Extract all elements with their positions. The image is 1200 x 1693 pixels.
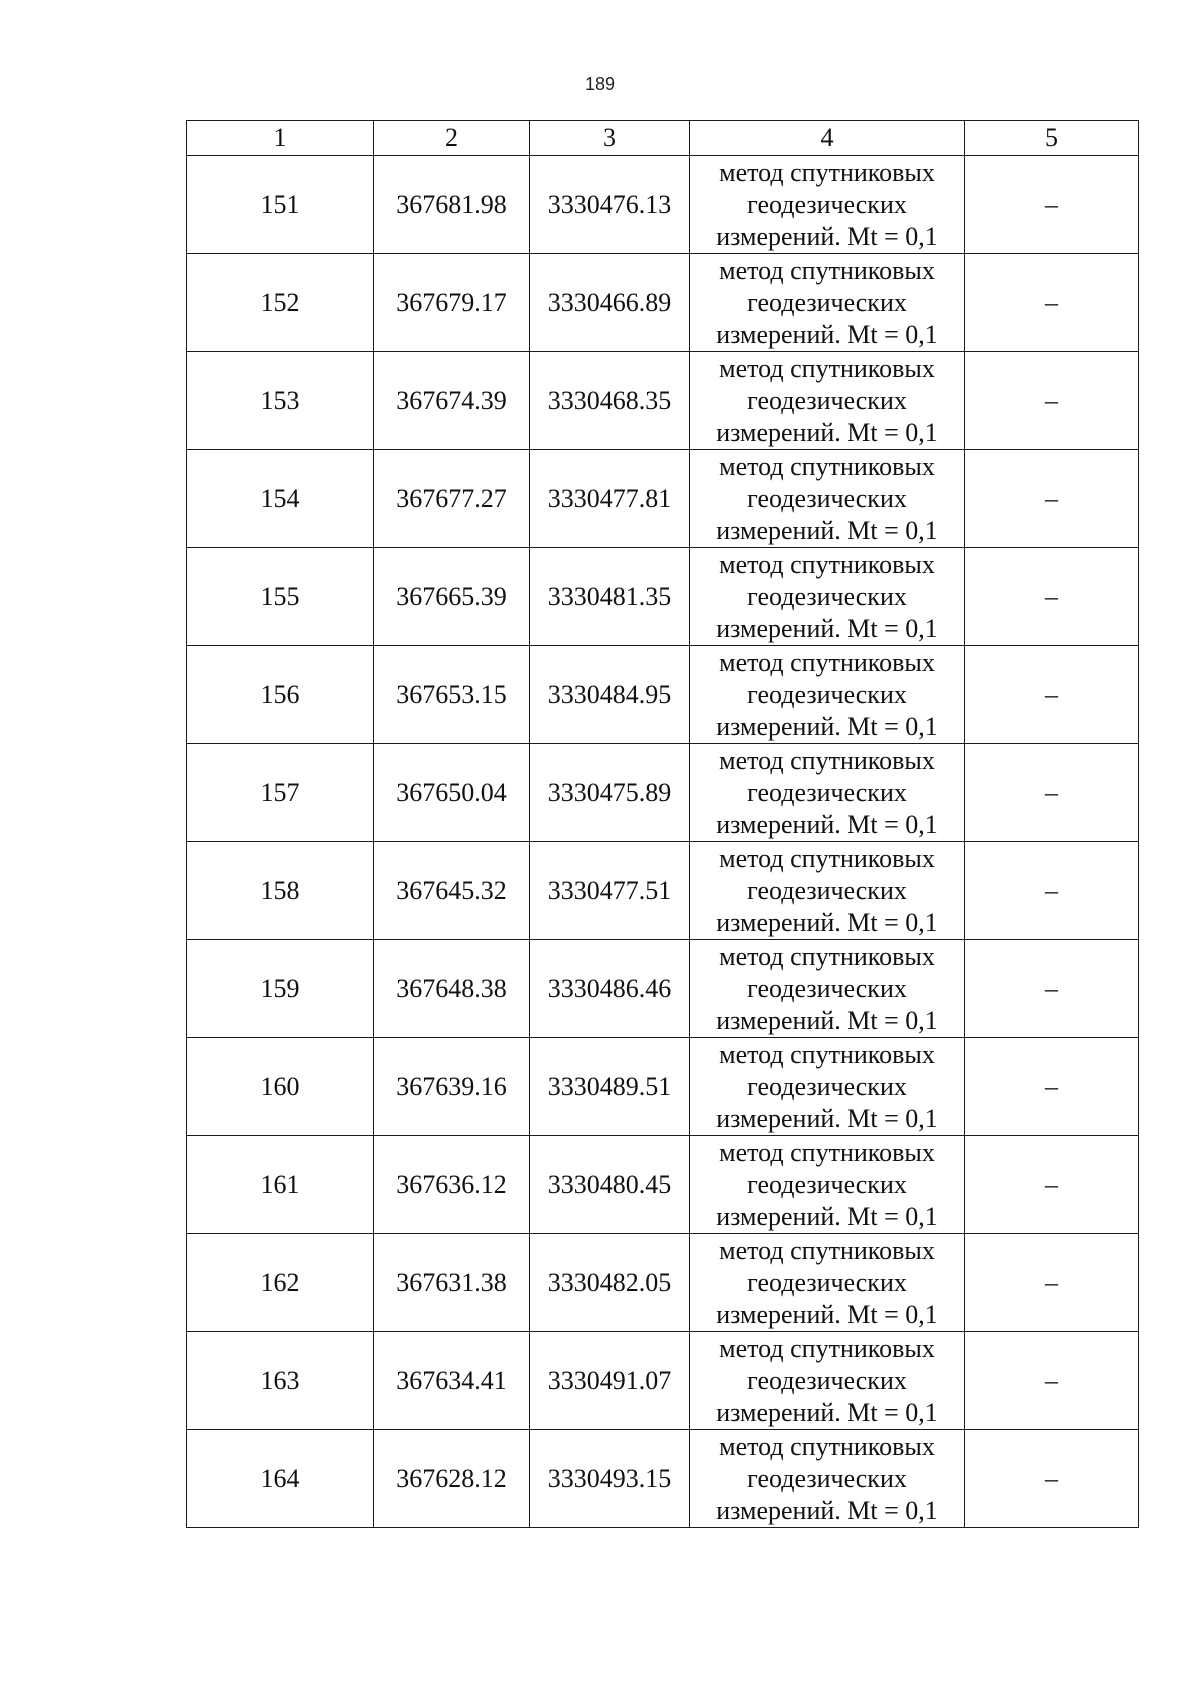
coordinates-table bbox=[186, 120, 1139, 1528]
method-text-line: геодезических bbox=[747, 1267, 907, 1297]
method-text-line: метод спутниковых bbox=[719, 1137, 935, 1167]
method-text-line: геодезических bbox=[747, 679, 907, 709]
method-cell bbox=[690, 646, 965, 744]
method-text-line: метод спутниковых bbox=[719, 451, 935, 481]
point-number-cell: 160 bbox=[187, 1038, 374, 1136]
x-coordinate-cell: 367679.17 bbox=[374, 254, 530, 352]
y-coordinate-cell: 3330480.45 bbox=[530, 1136, 690, 1234]
method-text-line: измерений. Mt = 0,1 bbox=[716, 907, 938, 937]
header-col-2: 2 bbox=[374, 121, 530, 156]
method-text-line: измерений. Mt = 0,1 bbox=[716, 1201, 938, 1231]
method-text-line: измерений. Mt = 0,1 bbox=[716, 319, 938, 349]
header-col-5: 5 bbox=[965, 121, 1139, 156]
x-coordinate-cell: 367653.15 bbox=[374, 646, 530, 744]
method-text-line: метод спутниковых bbox=[719, 255, 935, 285]
y-coordinate-cell: 3330491.07 bbox=[530, 1332, 690, 1430]
note-cell: – bbox=[965, 254, 1139, 352]
table-row bbox=[187, 1136, 1139, 1234]
x-coordinate-cell: 367677.27 bbox=[374, 450, 530, 548]
y-coordinate-cell: 3330477.51 bbox=[530, 842, 690, 940]
header-col-1: 1 bbox=[187, 121, 374, 156]
page-number: 189 bbox=[584, 74, 616, 94]
method-text-line: измерений. Mt = 0,1 bbox=[716, 1005, 938, 1035]
method-cell bbox=[690, 842, 965, 940]
method-text-line: геодезических bbox=[747, 581, 907, 611]
point-number-cell: 162 bbox=[187, 1234, 374, 1332]
method-cell bbox=[690, 940, 965, 1038]
method-text-line: геодезических bbox=[747, 287, 907, 317]
point-number-cell: 157 bbox=[187, 744, 374, 842]
method-text-line: метод спутниковых bbox=[719, 745, 935, 775]
method-text-line: измерений. Mt = 0,1 bbox=[716, 1397, 938, 1427]
y-coordinate-cell: 3330489.51 bbox=[530, 1038, 690, 1136]
point-number-cell: 155 bbox=[187, 548, 374, 646]
method-text-line: геодезических bbox=[747, 483, 907, 513]
method-text-line: метод спутниковых bbox=[719, 843, 935, 873]
table-row bbox=[187, 842, 1139, 940]
x-coordinate-cell: 367639.16 bbox=[374, 1038, 530, 1136]
table-row bbox=[187, 940, 1139, 1038]
table-row bbox=[187, 156, 1139, 254]
y-coordinate-cell: 3330477.81 bbox=[530, 450, 690, 548]
method-text-line: метод спутниковых bbox=[719, 157, 935, 187]
y-coordinate-cell: 3330468.35 bbox=[530, 352, 690, 450]
method-cell bbox=[690, 1430, 965, 1528]
x-coordinate-cell: 367631.38 bbox=[374, 1234, 530, 1332]
y-coordinate-cell: 3330476.13 bbox=[530, 156, 690, 254]
note-cell: – bbox=[965, 352, 1139, 450]
method-text-line: измерений. Mt = 0,1 bbox=[716, 515, 938, 545]
method-text-line: метод спутниковых bbox=[719, 353, 935, 383]
table-row bbox=[187, 1430, 1139, 1528]
note-cell: – bbox=[965, 1038, 1139, 1136]
point-number-cell: 158 bbox=[187, 842, 374, 940]
method-cell bbox=[690, 1136, 965, 1234]
note-cell: – bbox=[965, 744, 1139, 842]
method-text-line: метод спутниковых bbox=[719, 647, 935, 677]
point-number-cell: 154 bbox=[187, 450, 374, 548]
point-number-cell: 153 bbox=[187, 352, 374, 450]
y-coordinate-cell: 3330493.15 bbox=[530, 1430, 690, 1528]
table-header bbox=[187, 121, 1139, 156]
point-number-cell: 151 bbox=[187, 156, 374, 254]
table-row bbox=[187, 1234, 1139, 1332]
method-text-line: измерений. Mt = 0,1 bbox=[716, 809, 938, 839]
y-coordinate-cell: 3330475.89 bbox=[530, 744, 690, 842]
method-text-line: измерений. Mt = 0,1 bbox=[716, 221, 938, 251]
method-text-line: метод спутниковых bbox=[719, 941, 935, 971]
method-text-line: геодезических bbox=[747, 875, 907, 905]
method-text-line: геодезических bbox=[747, 1071, 907, 1101]
x-coordinate-cell: 367634.41 bbox=[374, 1332, 530, 1430]
method-text-line: метод спутниковых bbox=[719, 1235, 935, 1265]
method-text-line: метод спутниковых bbox=[719, 1333, 935, 1363]
point-number-cell: 159 bbox=[187, 940, 374, 1038]
table-row bbox=[187, 744, 1139, 842]
note-cell: – bbox=[965, 1332, 1139, 1430]
method-text-line: измерений. Mt = 0,1 bbox=[716, 1103, 938, 1133]
method-text-line: метод спутниковых bbox=[719, 1431, 935, 1461]
note-cell: – bbox=[965, 548, 1139, 646]
method-cell bbox=[690, 156, 965, 254]
method-text-line: измерений. Mt = 0,1 bbox=[716, 613, 938, 643]
method-text-line: геодезических bbox=[747, 777, 907, 807]
table-body bbox=[187, 156, 1139, 1528]
note-cell: – bbox=[965, 156, 1139, 254]
method-text-line: измерений. Mt = 0,1 bbox=[716, 417, 938, 447]
method-text-line: метод спутниковых bbox=[719, 549, 935, 579]
method-text-line: геодезических bbox=[747, 1365, 907, 1395]
note-cell: – bbox=[965, 1136, 1139, 1234]
table-row bbox=[187, 450, 1139, 548]
method-text-line: геодезических bbox=[747, 189, 907, 219]
note-cell: – bbox=[965, 1234, 1139, 1332]
method-text-line: измерений. Mt = 0,1 bbox=[716, 711, 938, 741]
x-coordinate-cell: 367645.32 bbox=[374, 842, 530, 940]
x-coordinate-cell: 367665.39 bbox=[374, 548, 530, 646]
method-text-line: измерений. Mt = 0,1 bbox=[716, 1495, 938, 1525]
y-coordinate-cell: 3330486.46 bbox=[530, 940, 690, 1038]
table-row bbox=[187, 646, 1139, 744]
y-coordinate-cell: 3330484.95 bbox=[530, 646, 690, 744]
y-coordinate-cell: 3330481.35 bbox=[530, 548, 690, 646]
note-cell: – bbox=[965, 940, 1139, 1038]
note-cell: – bbox=[965, 646, 1139, 744]
x-coordinate-cell: 367650.04 bbox=[374, 744, 530, 842]
method-cell bbox=[690, 1332, 965, 1430]
y-coordinate-cell: 3330482.05 bbox=[530, 1234, 690, 1332]
note-cell: – bbox=[965, 450, 1139, 548]
method-cell bbox=[690, 1234, 965, 1332]
x-coordinate-cell: 367636.12 bbox=[374, 1136, 530, 1234]
header-col-3: 3 bbox=[530, 121, 690, 156]
method-cell bbox=[690, 744, 965, 842]
method-cell bbox=[690, 254, 965, 352]
y-coordinate-cell: 3330466.89 bbox=[530, 254, 690, 352]
point-number-cell: 156 bbox=[187, 646, 374, 744]
note-cell: – bbox=[965, 1430, 1139, 1528]
method-cell bbox=[690, 548, 965, 646]
method-text-line: геодезических bbox=[747, 385, 907, 415]
point-number-cell: 163 bbox=[187, 1332, 374, 1430]
table-row bbox=[187, 254, 1139, 352]
point-number-cell: 164 bbox=[187, 1430, 374, 1528]
header-col-4: 4 bbox=[690, 121, 965, 156]
table-row bbox=[187, 1038, 1139, 1136]
method-text-line: метод спутниковых bbox=[719, 1039, 935, 1069]
method-cell bbox=[690, 450, 965, 548]
x-coordinate-cell: 367648.38 bbox=[374, 940, 530, 1038]
note-cell: – bbox=[965, 842, 1139, 940]
method-cell bbox=[690, 352, 965, 450]
table-row bbox=[187, 548, 1139, 646]
point-number-cell: 161 bbox=[187, 1136, 374, 1234]
table-row bbox=[187, 352, 1139, 450]
method-cell bbox=[690, 1038, 965, 1136]
header-row bbox=[187, 121, 1139, 156]
x-coordinate-cell: 367628.12 bbox=[374, 1430, 530, 1528]
method-text-line: геодезических bbox=[747, 1463, 907, 1493]
x-coordinate-cell: 367681.98 bbox=[374, 156, 530, 254]
method-text-line: геодезических bbox=[747, 973, 907, 1003]
x-coordinate-cell: 367674.39 bbox=[374, 352, 530, 450]
point-number-cell: 152 bbox=[187, 254, 374, 352]
table-row bbox=[187, 1332, 1139, 1430]
method-text-line: измерений. Mt = 0,1 bbox=[716, 1299, 938, 1329]
method-text-line: геодезических bbox=[747, 1169, 907, 1199]
